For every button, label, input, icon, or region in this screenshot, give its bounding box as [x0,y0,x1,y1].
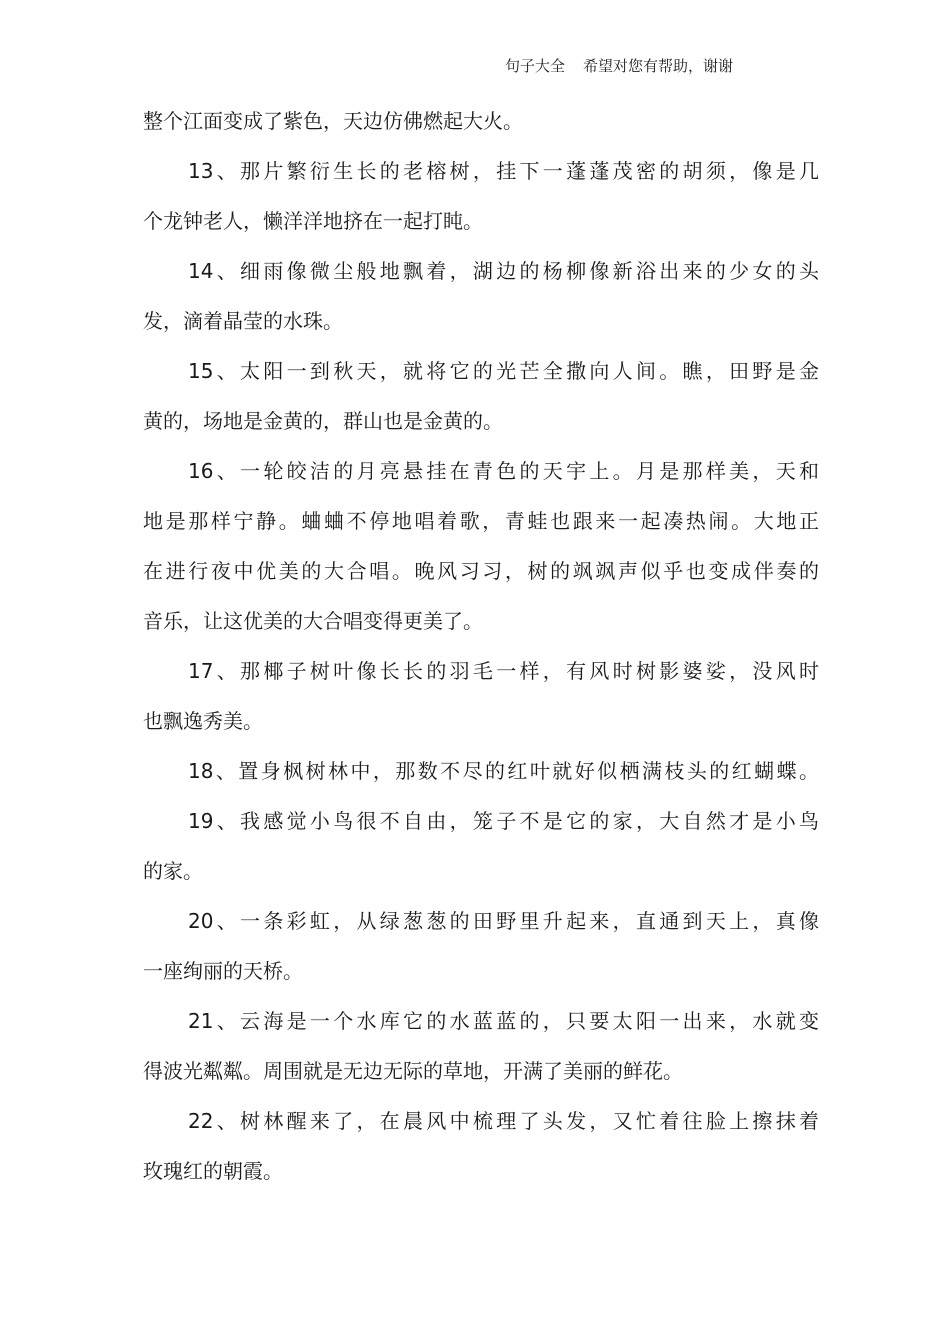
text-line: 整个江面变成了紫色，天边仿佛燃起大火。 [143,109,523,133]
text-line: 19、我感觉小鸟很不自由，笼子不是它的家，大自然才是小鸟 [188,809,819,833]
text-line: 发，滴着晶莹的水珠。 [143,309,343,333]
text-line: 14、细雨像微尘般地飘着，湖边的杨柳像新浴出来的少女的头 [188,259,819,283]
text-line: 20、一条彩虹，从绿葱葱的田野里升起来，直通到天上，真像 [188,909,819,933]
text-line: 个龙钟老人，懒洋洋地挤在一起打盹。 [143,209,483,233]
text-line: 也飘逸秀美。 [143,709,263,733]
header-right-text: 希望对您有帮助，谢谢 [583,57,734,75]
document-body [143,96,819,1196]
text-line: 玫瑰红的朝霞。 [143,1159,283,1183]
text-line: 13、那片繁衍生长的老榕树，挂下一蓬蓬茂密的胡须，像是几 [188,159,819,183]
text-line: 15、太阳一到秋天，就将它的光芒全撒向人间。瞧，田野是金 [188,359,819,383]
header-left-text: 句子大全 [505,57,566,75]
text-line: 黄的，场地是金黄的，群山也是金黄的。 [143,409,503,433]
text-line: 的家。 [143,859,203,883]
text-line: 得波光粼粼。周围就是无边无际的草地，开满了美丽的鲜花。 [143,1059,683,1083]
text-line: 16、一轮皎洁的月亮悬挂在青色的天宇上。月是那样美，天和 [188,459,819,483]
text-line: 在进行夜中优美的大合唱。晚风习习，树的飒飒声似乎也变成伴奏的 [143,559,819,583]
text-line: 地是那样宁静。蛐蛐不停地唱着歌，青蛙也跟来一起凑热闹。大地正 [143,509,819,533]
text-line: 17、那椰子树叶像长长的羽毛一样，有风时树影婆娑，没风时 [188,659,819,683]
text-line: 22、树林醒来了，在晨风中梳理了头发，又忙着往脸上擦抹着 [188,1109,819,1133]
page-header [505,53,733,79]
text-line: 一座绚丽的天桥。 [143,959,303,983]
text-line: 21、云海是一个水库它的水蓝蓝的，只要太阳一出来，水就变 [188,1009,819,1033]
text-line: 音乐，让这优美的大合唱变得更美了。 [143,609,483,633]
text-line: 18、置身枫树林中，那数不尽的红叶就好似栖满枝头的红蝴蝶。 [188,759,819,783]
